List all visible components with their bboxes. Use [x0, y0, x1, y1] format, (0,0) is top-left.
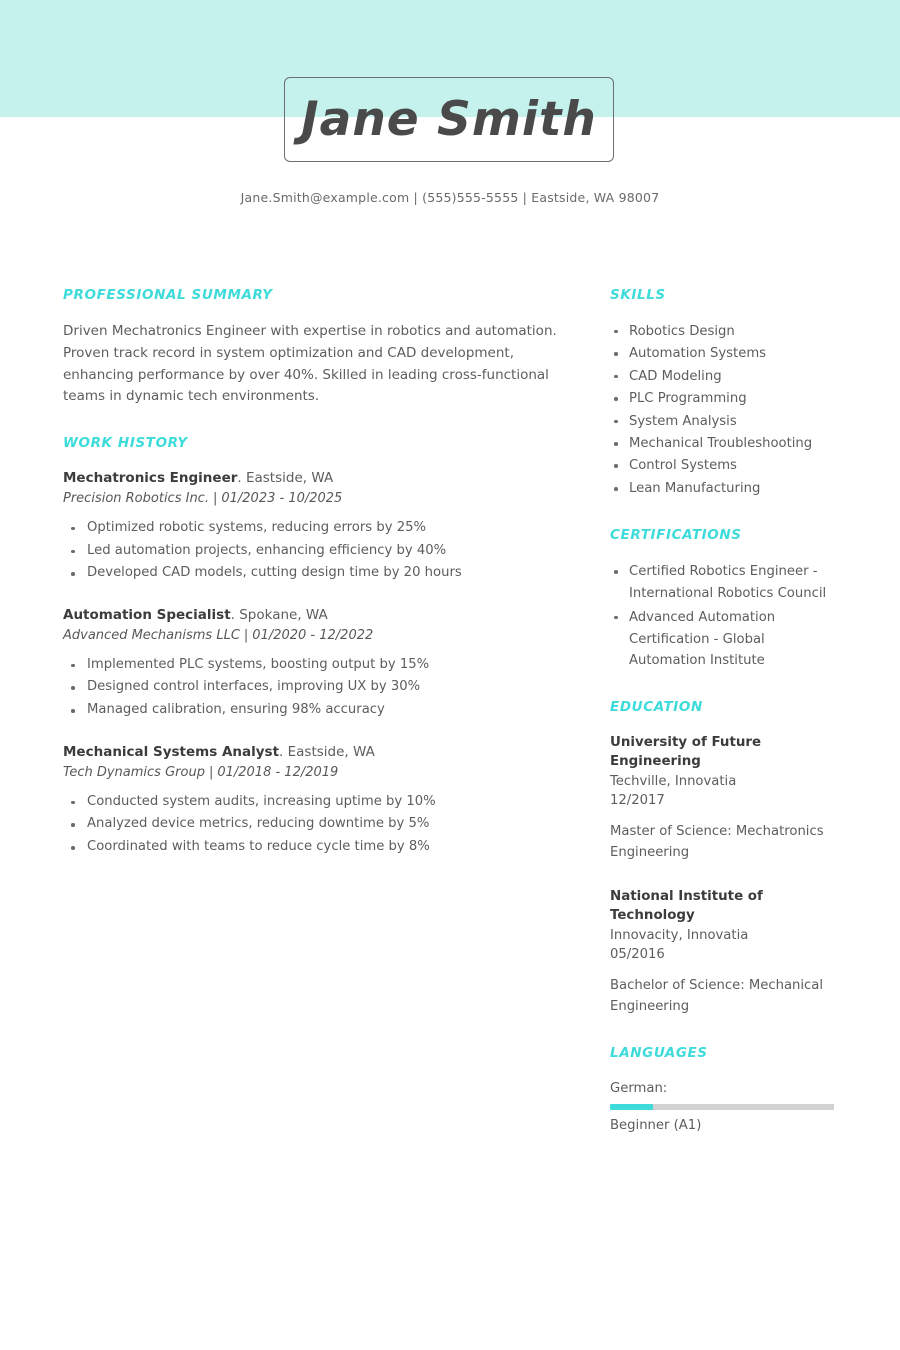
- education-degree: Bachelor of Science: Mechanical Engineering: [610, 978, 824, 1015]
- job-title: Mechatronics Engineer: [63, 470, 238, 487]
- job-company: Tech Dynamics Group: [63, 765, 205, 781]
- page-title: Jane Smith: [301, 92, 597, 147]
- section-professional-summary: [63, 288, 563, 408]
- education-entry: [610, 733, 838, 864]
- job-separator: |: [208, 765, 214, 781]
- job-meta-line: [63, 764, 563, 782]
- job-location: . Eastside, WA: [279, 743, 375, 760]
- job-title: Automation Specialist: [63, 607, 231, 623]
- left-column: [63, 288, 563, 859]
- education-date: 12/2017: [610, 792, 665, 808]
- right-column: [610, 288, 838, 1135]
- section-languages: [610, 1046, 838, 1135]
- section-heading-skills: SKILLS: [610, 287, 666, 303]
- contact-line: Jane.Smith@example.com | (555)555-5555 | Eastside, WA 98007: [240, 190, 660, 205]
- section-heading-work-history: WORK HISTORY: [63, 435, 188, 452]
- job-dates: 01/2023 - 10/2025: [221, 491, 343, 507]
- language-proficiency-fill: [610, 1104, 653, 1110]
- job-separator: |: [212, 491, 218, 507]
- list-item: Implemented PLC systems, boosting output by 15%: [63, 654, 563, 677]
- job-entry: [63, 469, 563, 585]
- job-title: Mechanical Systems Analyst: [63, 743, 280, 760]
- list-item: Control Systems: [610, 455, 838, 477]
- certifications-list: [610, 561, 838, 672]
- job-company: Advanced Mechanisms LLC: [63, 628, 240, 644]
- job-entry: [63, 743, 563, 859]
- language-proficiency-bar: [610, 1104, 834, 1110]
- education-school: National Institute of Technology: [610, 888, 763, 924]
- job-title-line: [63, 469, 563, 487]
- job-separator: |: [243, 628, 249, 644]
- education-degree: Master of Science: Mechatronics Engineering: [610, 824, 824, 861]
- section-work-history: [63, 436, 563, 858]
- job-dates: 01/2020 - 12/2022: [252, 628, 374, 644]
- list-item: Designed control interfaces, improving UX by 30%: [63, 676, 563, 699]
- section-education: [610, 700, 838, 1018]
- job-title-line: [63, 606, 563, 624]
- education-date: 05/2016: [610, 946, 665, 962]
- section-certifications: [610, 528, 838, 672]
- list-item: Certified Robotics Engineer - International Robotics Council: [610, 561, 838, 605]
- name-box: [284, 77, 614, 162]
- list-item: Coordinated with teams to reduce cycle time by 8%: [63, 836, 563, 859]
- list-item: Analyzed device metrics, reducing downtime by 5%: [63, 813, 563, 836]
- skills-list: [610, 321, 838, 501]
- list-item: PLC Programming: [610, 388, 838, 410]
- list-item: Conducted system audits, increasing uptime by 10%: [63, 791, 563, 814]
- job-location: . Eastside, WA: [237, 470, 334, 487]
- education-school: University of Future Engineering: [610, 734, 762, 770]
- job-title-line: [63, 743, 563, 761]
- job-bullets: [63, 654, 563, 722]
- list-item: Advanced Automation Certification - Global Automation Institute: [610, 607, 838, 672]
- education-location: Innovacity, Innovatia: [610, 927, 749, 943]
- list-item: Automation Systems: [610, 343, 838, 365]
- education-entry: [610, 887, 838, 1018]
- job-company: Precision Robotics Inc.: [63, 491, 209, 507]
- job-bullets: [63, 517, 563, 585]
- section-heading-summary: PROFESSIONAL SUMMARY: [63, 287, 273, 303]
- section-heading-certifications: CERTIFICATIONS: [610, 527, 742, 544]
- job-location: . Spokane, WA: [230, 607, 328, 623]
- list-item: Developed CAD models, cutting design time by 20 hours: [63, 562, 563, 585]
- list-item: Robotics Design: [610, 321, 838, 343]
- language-entry: [610, 1079, 838, 1135]
- list-item: Optimized robotic systems, reducing errors by 25%: [63, 517, 563, 540]
- summary-text: Driven Mechatronics Engineer with expertise in robotics and automation. Proven track record in system optimization and CAD development, enhancing performance by over 40%. Skilled in leading cross-functional teams in dynamic tech environments.: [63, 322, 557, 405]
- job-entry: [63, 606, 563, 722]
- job-bullets: [63, 791, 563, 859]
- language-name: German:: [610, 1080, 668, 1096]
- list-item: CAD Modeling: [610, 366, 838, 388]
- list-item: Managed calibration, ensuring 98% accuracy: [63, 699, 563, 722]
- list-item: System Analysis: [610, 411, 838, 433]
- section-heading-education: EDUCATION: [610, 699, 703, 716]
- job-meta-line: [63, 490, 563, 508]
- list-item: Mechanical Troubleshooting: [610, 433, 838, 455]
- section-skills: [610, 288, 838, 500]
- list-item: Led automation projects, enhancing efficiency by 40%: [63, 540, 563, 563]
- job-dates: 01/2018 - 12/2019: [217, 765, 339, 781]
- language-level: Beginner (A1): [610, 1117, 702, 1133]
- job-meta-line: [63, 627, 563, 645]
- list-item: Lean Manufacturing: [610, 478, 838, 500]
- section-heading-languages: LANGUAGES: [610, 1044, 708, 1061]
- education-location: Techville, Innovatia: [610, 773, 737, 789]
